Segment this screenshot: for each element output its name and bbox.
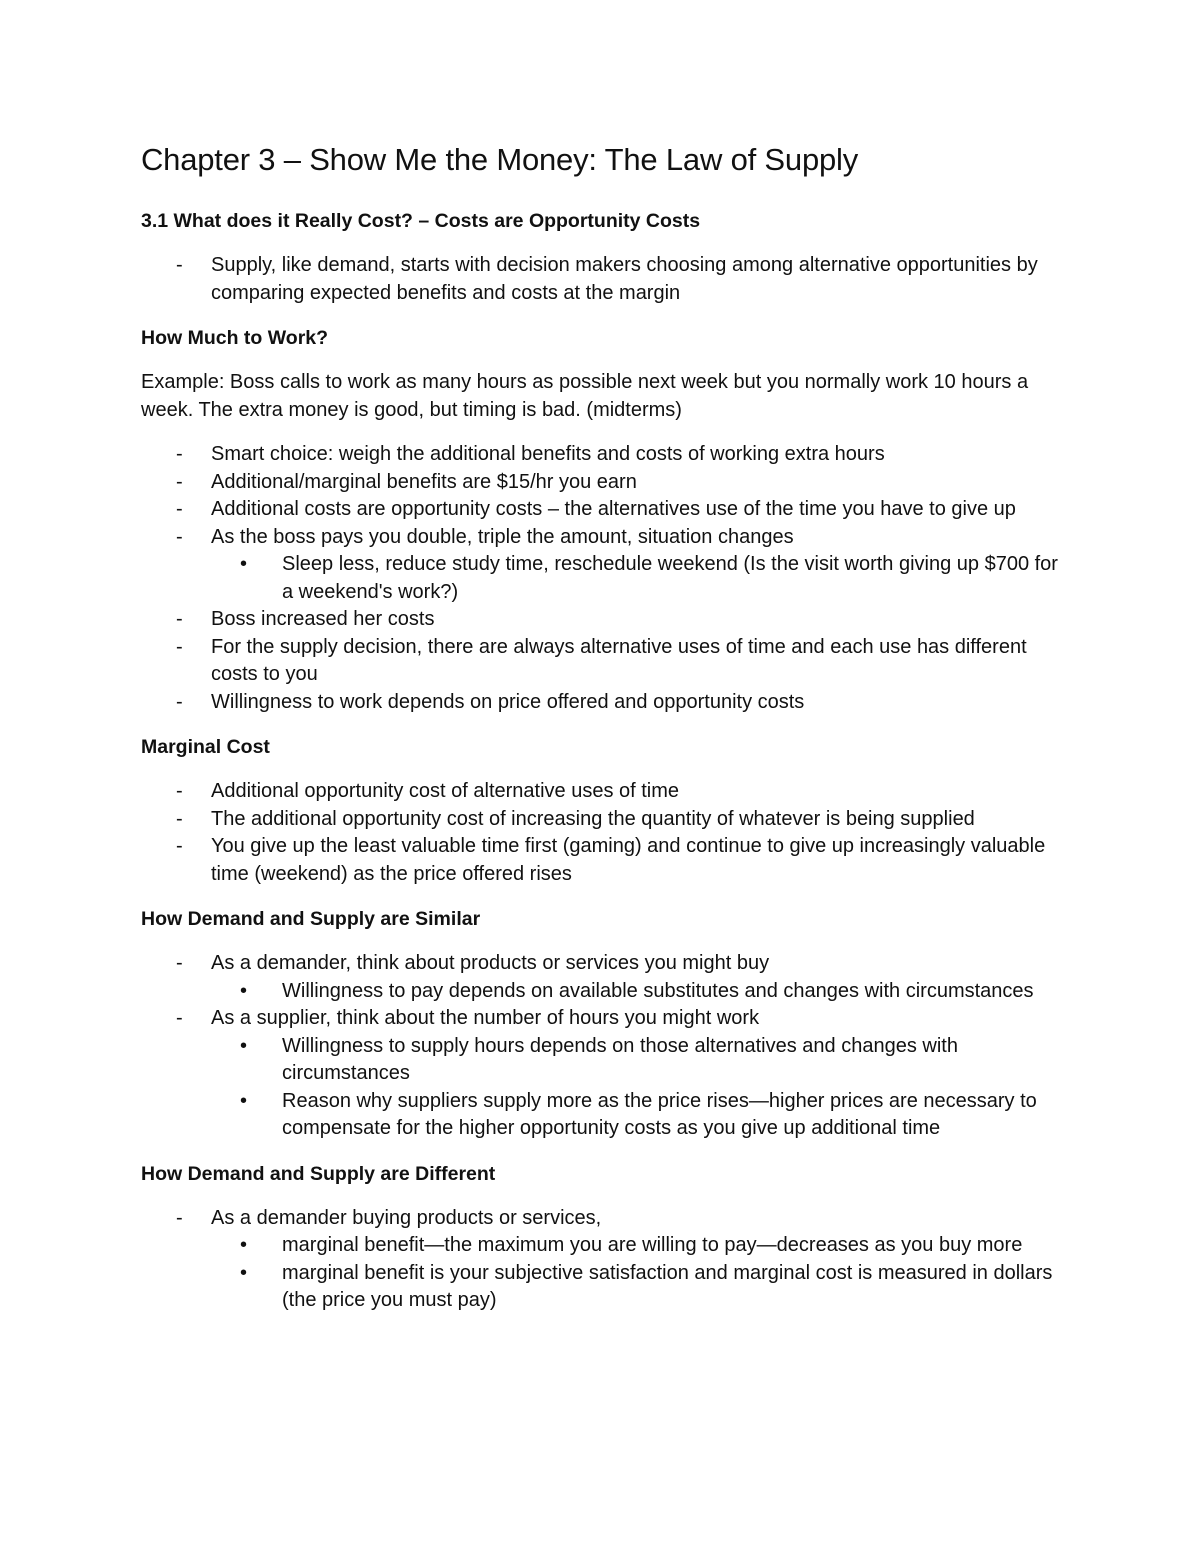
- opportunity-costs-list: [141, 252, 1059, 307]
- list-item: - Supply, like demand, starts with decision makers choosing among alternative opportunities by comparing expected benefits and costs at the margin: [176, 254, 1038, 304]
- dash-marker: -: [176, 952, 183, 974]
- dash-marker: -: [176, 1206, 183, 1229]
- list-item: - The additional opportunity cost of increasing the quantity of whatever is being supplied: [141, 806, 1059, 834]
- bullet-marker: •: [240, 1261, 248, 1284]
- sub-list-item: • marginal benefit is your subjective satisfaction and marginal cost is measured in dollars (the price you must pay): [240, 1261, 1053, 1311]
- list-item: - As a demander, think about products or services you might buy • Willingness to pay depends on available substitutes and changes with circumstances: [141, 950, 1059, 1005]
- list-item: - For the supply decision, there are always alternative uses of time and each use has different costs to you: [176, 635, 1027, 685]
- list-item: - You give up the least valuable time first (gaming) and continue to give up increasingly valuable time (weekend) as the price offered rises: [176, 835, 1046, 885]
- list-item: - As the boss pays you double, triple the amount, situation changes • Sleep less, reduce study time, reschedule weekend (Is the visit worth giving up $700 for a weekend's work?): [141, 524, 1059, 607]
- dash-marker: -: [176, 498, 183, 520]
- dash-marker: -: [176, 835, 183, 857]
- sub-list-item: • Reason why suppliers supply more as the price rises—higher prices are necessary to compensate for the higher opportunity costs as you give up additional time: [240, 1089, 1037, 1139]
- sub-list-item: • Willingness to supply hours depends on those alternatives and changes with circumstances: [240, 1034, 958, 1084]
- sub-list: [211, 978, 1059, 1006]
- section-heading-opportunity-costs: 3.1 What does it Really Cost? – Costs are Opportunity Costs: [141, 210, 701, 232]
- dash-marker: -: [176, 635, 183, 658]
- dash-marker: -: [176, 470, 183, 493]
- dash-marker: -: [176, 690, 183, 713]
- bullet-marker: •: [240, 1089, 248, 1112]
- list-item: - Smart choice: weigh the additional benefits and costs of working extra hours: [141, 441, 1059, 469]
- dash-marker: -: [176, 443, 183, 465]
- bullet-marker: •: [240, 1034, 248, 1057]
- dash-marker: -: [176, 807, 183, 830]
- dash-marker: -: [176, 1007, 183, 1029]
- section-heading-similar: How Demand and Supply are Similar: [141, 908, 481, 930]
- marginal-cost-list: [141, 778, 1059, 888]
- dash-marker: -: [176, 525, 183, 548]
- list-item: - Additional opportunity cost of alternative uses of time: [141, 778, 1059, 806]
- dash-marker: -: [176, 254, 183, 276]
- bullet-marker: •: [240, 553, 248, 575]
- list-item: - Willingness to work depends on price offered and opportunity costs: [141, 689, 1059, 717]
- chapter-title: Chapter 3 – Show Me the Money: The Law of Supply: [141, 142, 859, 177]
- bullet-marker: •: [240, 979, 248, 1002]
- list-item: - Additional costs are opportunity costs – the alternatives use of the time you have to give up: [141, 496, 1059, 524]
- section-heading-how-much-to-work: How Much to Work?: [141, 327, 329, 349]
- sub-list-item: • Willingness to pay depends on available substitutes and changes with circumstances: [211, 978, 1059, 1006]
- sub-list: [211, 1232, 1059, 1315]
- example-paragraph: Example: Boss calls to work as many hours as possible next week but you normally work 10 hours a week. The extra money is good, but timing is bad. (midterms): [141, 371, 1029, 421]
- dash-marker: -: [176, 780, 183, 802]
- sub-list-item: • marginal benefit—the maximum you are willing to pay—decreases as you buy more: [211, 1232, 1059, 1260]
- bullet-marker: •: [240, 1234, 248, 1256]
- how-much-to-work-list: [141, 441, 1059, 716]
- dash-marker: -: [176, 608, 183, 630]
- list-item: - As a demander buying products or services, • marginal benefit—the maximum you are willing to pay—decreases as you buy more • marginal benefit is your subjective satisfaction and marginal cost is measured in dollars (the price you must pay): [141, 1205, 1059, 1315]
- sub-list-item: • Sleep less, reduce study time, reschedule weekend (Is the visit worth giving up $700 for a weekend's work?): [240, 553, 1058, 603]
- section-heading-different: How Demand and Supply are Different: [141, 1162, 496, 1185]
- different-list: [141, 1205, 1059, 1315]
- document-page: [141, 138, 1059, 1332]
- section-heading-marginal-cost: Marginal Cost: [141, 736, 270, 758]
- list-item: - As a supplier, think about the number of hours you might work • Willingness to supply hours depends on those alternatives and changes with circumstances • Reason why suppliers supply more as the price rises—higher prices are necessary to compensate for the higher opportunity costs as you give up additional time: [141, 1005, 1059, 1143]
- sub-list: [211, 1033, 1059, 1143]
- similar-list: [141, 950, 1059, 1143]
- sub-list: [211, 551, 1059, 606]
- list-item: - Boss increased her costs: [141, 606, 1059, 634]
- list-item: - Additional/marginal benefits are $15/hr you earn: [141, 469, 1059, 497]
